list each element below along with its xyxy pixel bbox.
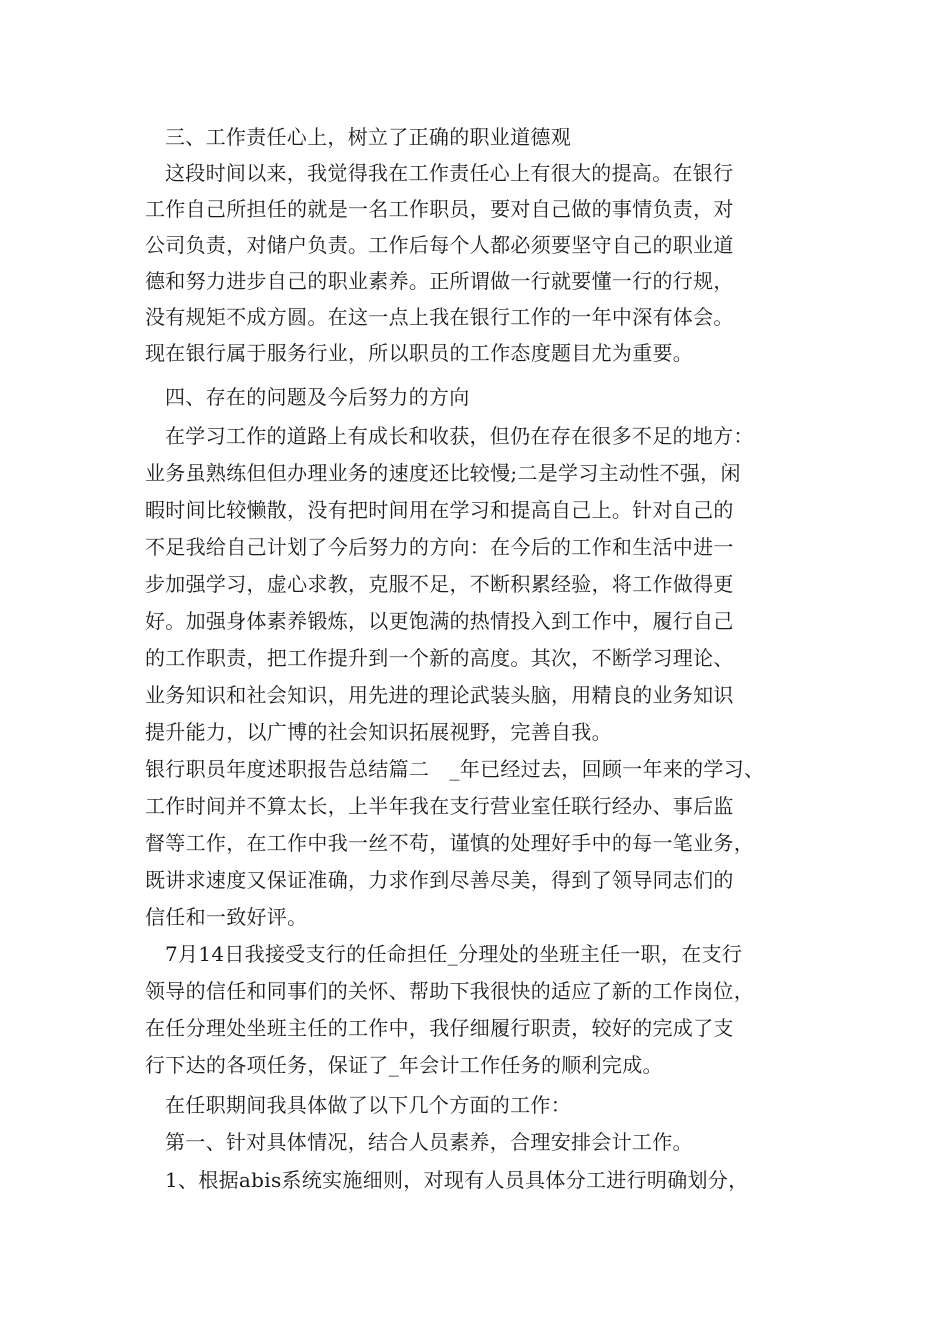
paragraph-line: 在任分理处坐班主任的工作中，我仔细履行职责，较好的完成了支	[145, 1016, 734, 1040]
paragraph-line: 不足我给自己计划了今后努力的方向：在今后的工作和生活中进一	[145, 535, 734, 559]
paragraph-line: 在学习工作的道路上有成长和收获，但仍在存在很多不足的地方：	[165, 424, 754, 448]
paragraph-line: 这段时间以来，我觉得我在工作责任心上有很大的提高。在银行	[165, 161, 734, 185]
paragraph-line: 督等工作，在工作中我一丝不苟，谨慎的处理好手中的每一笔业务，	[145, 831, 754, 855]
paragraph-line: 业务虽熟练但但办理业务的速度还比较慢;二是学习主动性不强，闲	[145, 461, 741, 485]
paragraph-line: 公司负责，对储户负责。工作后每个人都必须要坚守自己的职业道	[145, 233, 734, 257]
paragraph-line: 在任职期间我具体做了以下几个方面的工作：	[165, 1093, 571, 1117]
paragraph-line: 德和努力进步自己的职业素养。正所谓做一行就要懂一行的行规，	[145, 269, 734, 293]
paragraph-line: 好。加强身体素养锻炼，以更饱满的热情投入到工作中，履行自己	[145, 609, 734, 633]
paragraph-line: 提升能力，以广博的社会知识拓展视野，完善自我。	[145, 720, 612, 744]
paragraph-line: 现在银行属于服务行业，所以职员的工作态度题目尤为重要。	[145, 341, 694, 365]
paragraph-line: 1、根据abis系统实施细则，对现有人员具体分工进行明确划分，	[165, 1168, 749, 1192]
paragraph-line: 的工作职责，把工作提升到一个新的高度。其次，不断学习理论、	[145, 646, 734, 670]
section-heading-4: 四、存在的问题及今后努力的方向	[165, 385, 470, 409]
paragraph-line: 行下达的各项任务，保证了_年会计工作任务的顺利完成。	[145, 1053, 663, 1077]
paragraph-line: 信任和一致好评。	[145, 905, 308, 929]
section-heading-3: 三、工作责任心上，树立了正确的职业道德观	[165, 125, 571, 149]
paragraph-line: 7月14日我接受支行的任命担任_分理处的坐班主任一职，在支行	[165, 942, 743, 966]
paragraph-line: 第一、针对具体情况，结合人员素养，合理安排会计工作。	[165, 1130, 693, 1154]
paragraph-line: 工作时间并不算太长，上半年我在支行营业室任联行经办、事后监	[145, 794, 734, 818]
paragraph-line: 领导的信任和同事们的关怀、帮助下我很快的适应了新的工作岗位，	[145, 979, 754, 1003]
paragraph-line: 步加强学习，虚心求教，克服不足，不断积累经验，将工作做得更	[145, 572, 734, 596]
paragraph-line: 业务知识和社会知识，用先进的理论武装头脑，用精良的业务知识	[145, 683, 734, 707]
paragraph-line: 没有规矩不成方圆。在这一点上我在银行工作的一年中深有体会。	[145, 305, 734, 329]
article-title-line: 银行职员年度述职报告总结篇二 _年已经过去，回顾一年来的学习、	[145, 757, 765, 781]
paragraph-line: 既讲求速度又保证准确，力求作到尽善尽美，得到了领导同志们的	[145, 868, 734, 892]
paragraph-line: 暇时间比较懒散，没有把时间用在学习和提高自己上。针对自己的	[145, 498, 734, 522]
paragraph-line: 工作自己所担任的就是一名工作职员，要对自己做的事情负责，对	[145, 197, 734, 221]
